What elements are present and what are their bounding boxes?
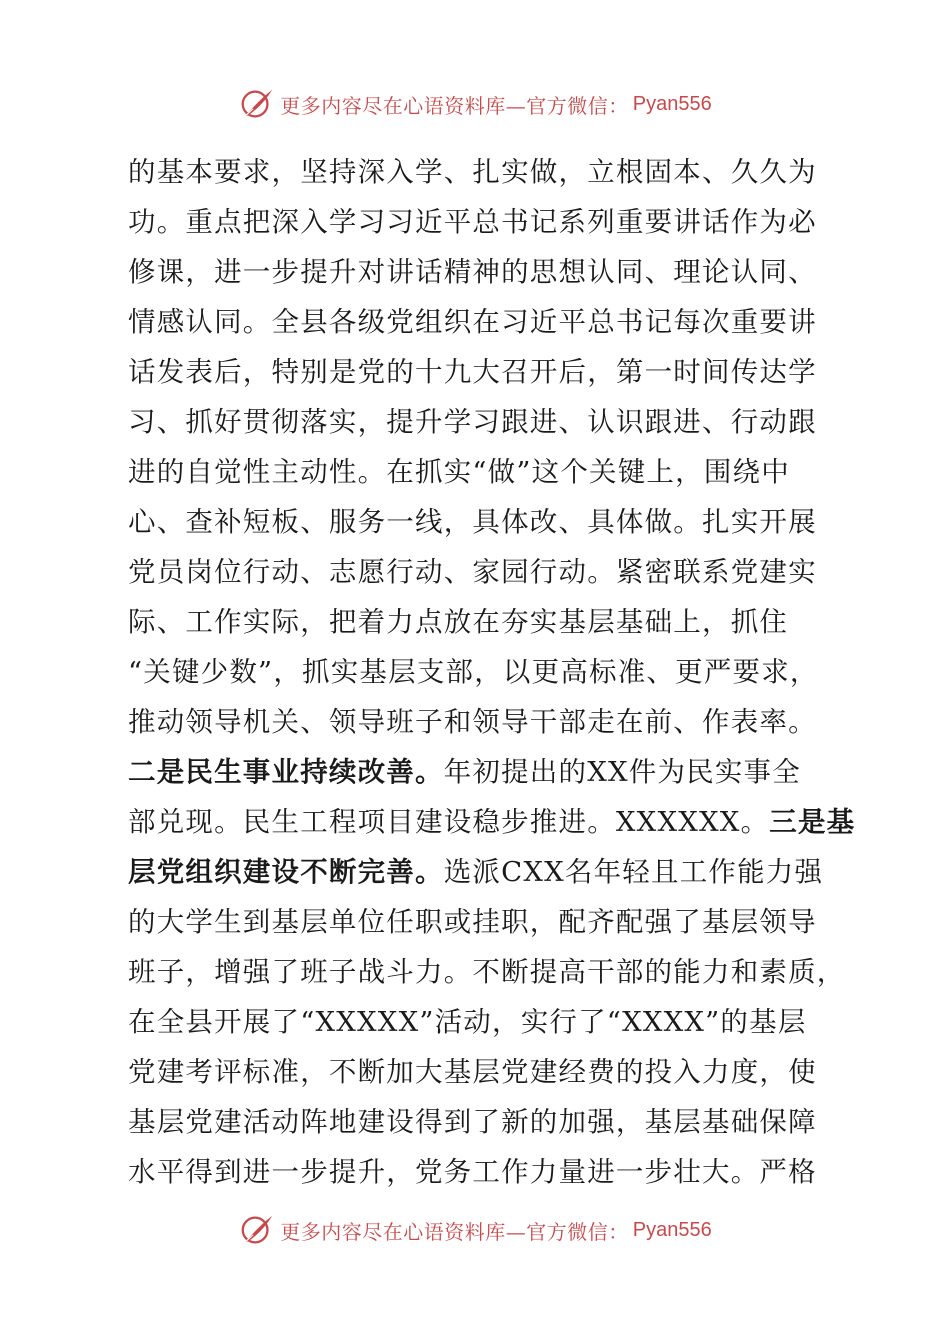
quill-logo-icon [238, 85, 276, 123]
text-line: 际、工作实际，把着力点放在夯实基层基础上，抓住 [128, 606, 789, 638]
text-line: 党员岗位行动、志愿行动、家园行动。紧密联系党建实 [128, 556, 817, 588]
footer-banner [0, 1208, 950, 1252]
text-line: 进的自觉性主动性。在抓实“做”这个关键上，围绕中 [128, 456, 790, 488]
document-body [128, 147, 856, 1197]
text-run: 选派CXX名年轻且工作能力强 [443, 856, 824, 888]
quill-logo-icon [238, 1211, 276, 1249]
banner-text: 更多内容尽在心语资料库—官方微信： [280, 1219, 629, 1244]
banner-text: 更多内容尽在心语资料库—官方微信： [280, 93, 629, 118]
text-line: 推动领导机关、领导班子和领导干部走在前、作表率。 [128, 706, 817, 738]
text-line: 话发表后，特别是党的十九大召开后，第一时间传达学 [128, 356, 817, 388]
text-line: 的基本要求，坚持深入学、扎实做，立根固本、久久为 [128, 156, 817, 188]
text-line [128, 847, 848, 897]
section-heading-three-start: 三是基 [769, 806, 856, 838]
text-line: 水平得到进一步提升，党务工作力量进一步壮大。严格 [128, 1156, 817, 1188]
text-line: 的大学生到基层单位任职或挂职，配齐配强了基层领导 [128, 906, 817, 938]
text-line: 心、查补短板、服务一线，具体改、具体做。扎实开展 [128, 506, 817, 538]
text-line: 修课，进一步提升对讲话精神的思想认同、理论认同、 [128, 256, 817, 288]
text-run: 年初提出的XX件为民实事全 [443, 756, 801, 788]
text-line [128, 797, 856, 847]
text-line: 党建考评标准，不断加大基层党建经费的投入力度，使 [128, 1056, 817, 1088]
section-heading-two: 二是民生事业持续改善。 [128, 756, 444, 788]
banner-wechat-id: Pyan556 [632, 1218, 712, 1241]
text-line: “关键少数”，抓实基层支部，以更高标准、更严要求， [128, 656, 819, 688]
text-line: 习、抓好贯彻落实，提升学习跟进、认识跟进、行动跟 [128, 406, 817, 438]
header-banner [0, 82, 950, 126]
banner-wechat-id: Pyan556 [632, 92, 712, 115]
text-line: 情感认同。全县各级党组织在习近平总书记每次重要讲 [128, 306, 817, 338]
text-run: 部兑现。民生工程项目建设稳步推进。XXXXXX。 [128, 806, 770, 838]
section-heading-three-end: 层党组织建设不断完善。 [128, 856, 444, 888]
text-line: 功。重点把深入学习习近平总书记系列重要讲话作为必 [128, 206, 817, 238]
text-line [128, 747, 848, 797]
text-line: 基层党建活动阵地建设得到了新的加强，基层基础保障 [128, 1106, 817, 1138]
text-line: 班子，增强了班子战斗力。不断提高干部的能力和素质， [128, 956, 846, 988]
text-line: 在全县开展了“XXXXX”活动，实行了“XXXX”的基层 [128, 1006, 807, 1038]
